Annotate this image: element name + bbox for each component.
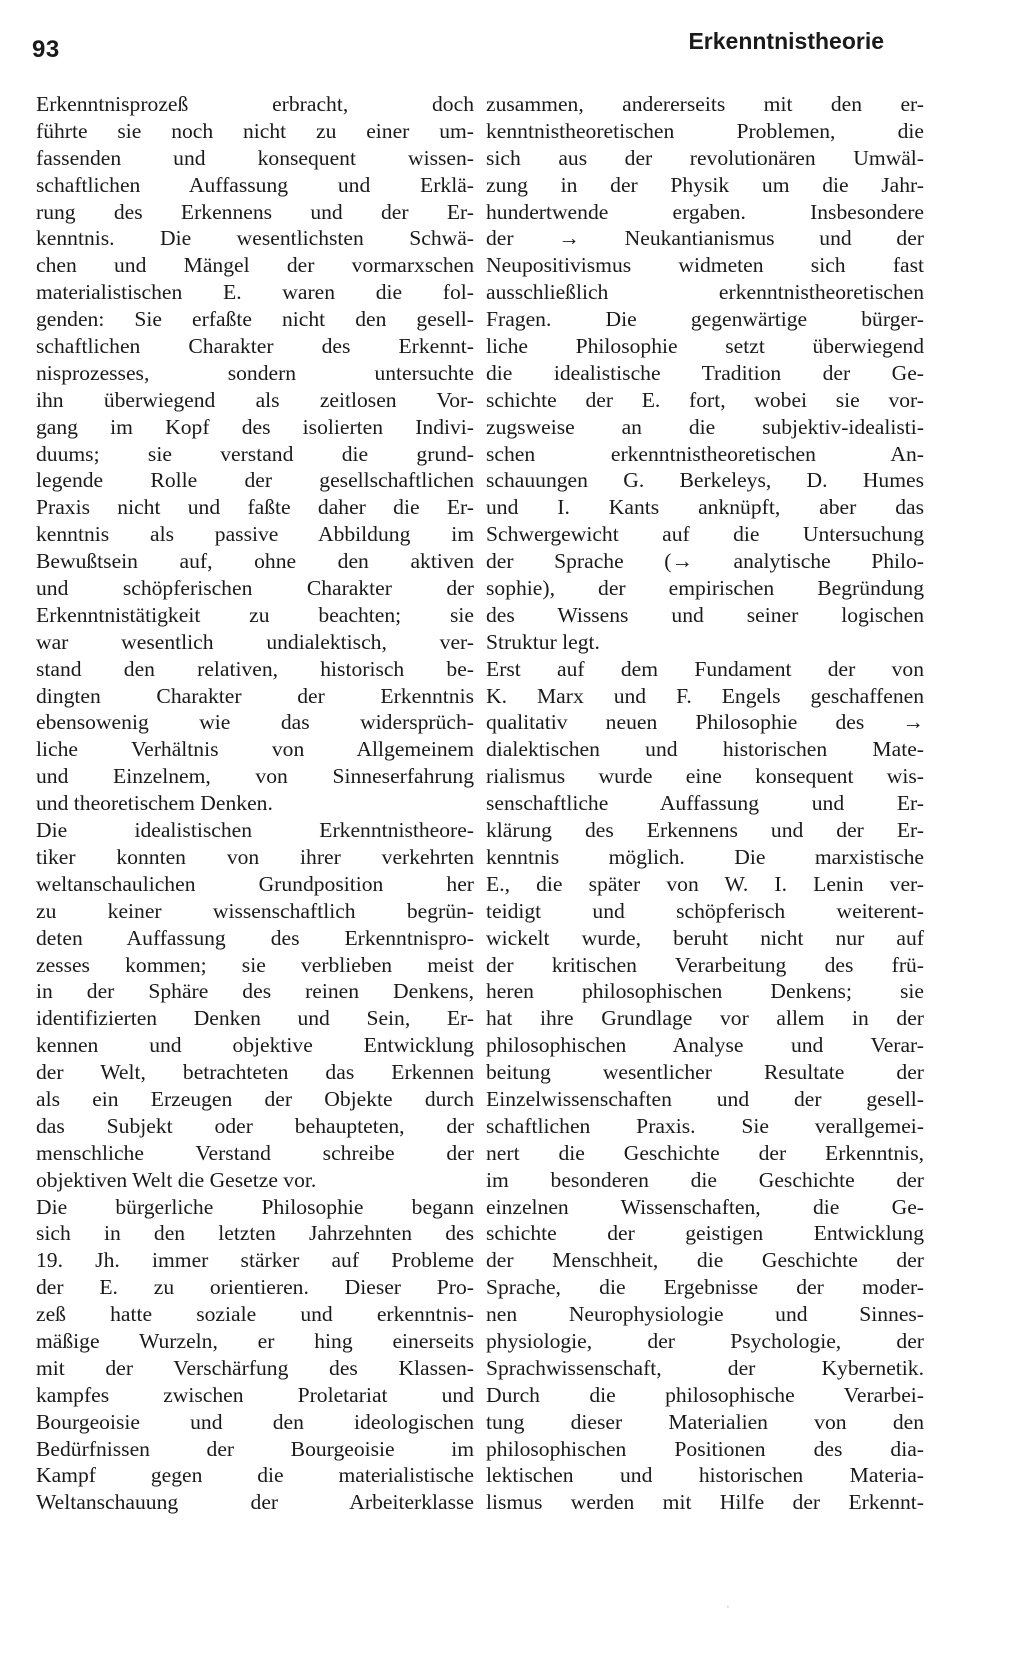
text-line: Sprache, die Ergebnisse der moder- [486, 1275, 924, 1300]
text-line: Fragen. Die gegenwärtige bürger- [486, 307, 924, 332]
right-column [486, 91, 924, 1516]
text-line: schauungen G. Berkeleys, D. Humes [486, 468, 924, 493]
text-line: Weltanschauung der Arbeiterklasse [36, 1490, 474, 1515]
text-line: menschliche Verstand schreibe der [36, 1140, 474, 1165]
text-line: hat ihre Grundlage vor allem in der [486, 1006, 924, 1031]
text-line: Schwergewicht auf die Untersuchung [486, 522, 924, 547]
text-line: heren philosophischen Denkens; sie [486, 979, 924, 1004]
text-line: im besonderen die Geschichte der [486, 1167, 924, 1192]
text-line: Die bürgerliche Philosophie begann [36, 1194, 474, 1219]
text-line: Erst auf dem Fundament der von [486, 656, 924, 681]
text-line: und I. Kants anknüpft, aber das [486, 495, 924, 520]
text-line: schaftlichen Charakter des Erkennt- [36, 334, 474, 359]
text-line: mäßige Wurzeln, er hing einerseits [36, 1328, 474, 1353]
text-line: identifizierten Denken und Sein, Er- [36, 1006, 474, 1031]
text-line: kampfes zwischen Proletariat und [36, 1382, 474, 1407]
text-line: dialektischen und historischen Mate- [486, 737, 924, 762]
text-line: zu keiner wissenschaftlich begrün- [36, 898, 474, 923]
text-line: schichte der E. fort, wobei sie vor- [486, 387, 924, 412]
text-line: des Wissens und seiner logischen [486, 602, 924, 627]
text-line: tiker konnten von ihrer verkehrten [36, 844, 474, 869]
page-number: 93 [32, 36, 60, 63]
text-line: schaftlichen Praxis. Sie verallgemei- [486, 1113, 924, 1138]
text-line: Struktur legt. [486, 629, 600, 654]
text-line: klärung des Erkennens und der Er- [486, 818, 924, 843]
text-line: kenntnis als passive Abbildung im [36, 522, 474, 547]
text-line: lismus werden mit Hilfe der Erkennt- [486, 1490, 924, 1515]
text-line: ebensowenig wie das widersprüch- [36, 710, 474, 735]
text-line: objektiven Welt die Gesetze vor. [36, 1167, 317, 1192]
text-line: Bewußtsein auf, ohne den aktiven [36, 549, 474, 574]
text-line: schen erkenntnistheoretischen An- [486, 441, 924, 466]
text-line: Bedürfnissen der Bourgeoisie im [36, 1436, 474, 1461]
text-line: der Welt, betrachteten das Erkennen [36, 1060, 474, 1085]
text-line: zung in der Physik um die Jahr- [486, 172, 924, 197]
text-line: Bourgeoisie und den ideologischen [36, 1409, 474, 1434]
text-line: wickelt wurde, beruht nicht nur auf [486, 925, 924, 950]
left-column [36, 91, 474, 1516]
text-line: hundertwende ergaben. Insbesondere [486, 199, 924, 224]
text-line: Sprachwissenschaft, der Kybernetik. [486, 1355, 924, 1380]
text-line: kenntnis möglich. Die marxistische [486, 844, 924, 869]
text-line: Erkenntnistätigkeit zu beachten; sie [36, 602, 474, 627]
text-line: ihn überwiegend als zeitlosen Vor- [36, 387, 474, 412]
text-line: und theoretischem Denken. [36, 791, 273, 816]
text-line: nert die Geschichte der Erkenntnis, [486, 1140, 924, 1165]
text-line: liche Philosophie setzt überwiegend [486, 334, 924, 359]
text-line: chen und Mängel der vormarxschen [36, 253, 474, 278]
text-line: schaftlichen Auffassung und Erklä- [36, 172, 474, 197]
text-line: philosophischen Positionen des dia- [486, 1436, 924, 1461]
text-line: qualitativ neuen Philosophie des → [486, 710, 924, 735]
text-line: der E. zu orientieren. Dieser Pro- [36, 1275, 474, 1300]
text-line: deten Auffassung des Erkenntnispro- [36, 925, 474, 950]
text-line: zugsweise an die subjektiv-idealisti- [486, 414, 924, 439]
text-line: zesses kommen; sie verblieben meist [36, 952, 474, 977]
text-line: Durch die philosophische Verarbei- [486, 1382, 924, 1407]
text-line: ausschließlich erkenntnistheoretischen [486, 280, 924, 305]
text-line: Praxis nicht und faßte daher die Er- [36, 495, 474, 520]
text-line: nen Neurophysiologie und Sinnes- [486, 1302, 924, 1327]
text-line: sich aus der revolutionären Umwäl- [486, 145, 924, 170]
text-line: war wesentlich undialektisch, ver- [36, 629, 474, 654]
text-line: Erkenntnisprozeß erbracht, doch [36, 92, 474, 116]
text-line: kennen und objektive Entwicklung [36, 1033, 474, 1058]
text-line: und Einzelnem, von Sinneserfahrung [36, 764, 474, 789]
text-line: in der Sphäre des reinen Denkens, [36, 979, 474, 1004]
text-line: Die idealistischen Erkenntnistheore- [36, 818, 474, 843]
text-line: der → Neukantianismus und der [486, 226, 924, 251]
text-line: E., die später von W. I. Lenin ver- [486, 871, 924, 896]
text-line: duums; sie verstand die grund- [36, 441, 474, 466]
text-line: beitung wesentlicher Resultate der [486, 1060, 924, 1085]
text-line: senschaftliche Auffassung und Er- [486, 791, 924, 816]
text-line: nisprozesses, sondern untersuchte [36, 360, 474, 385]
text-line: liche Verhältnis von Allgemeinem [36, 737, 474, 762]
text-line: kenntnis. Die wesentlichsten Schwä- [36, 226, 474, 251]
text-line: führte sie noch nicht zu einer um- [36, 118, 474, 143]
text-line: zeß hatte soziale und erkenntnis- [36, 1302, 474, 1327]
text-line: als ein Erzeugen der Objekte durch [36, 1086, 474, 1111]
text-line: lektischen und historischen Materia- [486, 1463, 924, 1488]
text-line: materialistischen E. waren die fol- [36, 280, 474, 305]
text-line: das Subjekt oder behaupteten, der [36, 1113, 474, 1138]
text-line: K. Marx und F. Engels geschaffenen [486, 683, 924, 708]
text-line: mit der Verschärfung des Klassen- [36, 1355, 474, 1380]
text-line: teidigt und schöpferisch weiterent- [486, 898, 924, 923]
text-line: zusammen, andererseits mit den er- [486, 92, 924, 116]
text-line: die idealistische Tradition der Ge- [486, 360, 924, 385]
scan-speck: · [726, 1600, 730, 1614]
text-line: rung des Erkennens und der Er- [36, 199, 474, 224]
text-line: der Menschheit, die Geschichte der [486, 1248, 924, 1273]
text-line: fassenden und konsequent wissen- [36, 145, 474, 170]
text-line: Neupositivismus widmeten sich fast [486, 253, 924, 278]
text-line: legende Rolle der gesellschaftlichen [36, 468, 474, 493]
text-line: und schöpferischen Charakter der [36, 576, 474, 601]
running-head: Erkenntnistheorie [688, 28, 884, 54]
text-line: 19. Jh. immer stärker auf Probleme [36, 1248, 474, 1273]
text-line: physiologie, der Psychologie, der [486, 1328, 924, 1353]
text-line: rialismus wurde eine konsequent wis- [486, 764, 924, 789]
text-line: Einzelwissenschaften und der gesell- [486, 1086, 924, 1111]
text-line: sich in den letzten Jahrzehnten des [36, 1221, 474, 1246]
text-line: dingten Charakter der Erkenntnis [36, 683, 474, 708]
text-line: philosophischen Analyse und Verar- [486, 1033, 924, 1058]
text-line: Kampf gegen die materialistische [36, 1463, 474, 1488]
text-line: weltanschaulichen Grundposition her [36, 871, 474, 896]
text-line: einzelnen Wissenschaften, die Ge- [486, 1194, 924, 1219]
text-line: kenntnistheoretischen Problemen, die [486, 118, 924, 143]
text-line: schichte der geistigen Entwicklung [486, 1221, 924, 1246]
text-line: gang im Kopf des isolierten Indivi- [36, 414, 474, 439]
text-line: tung dieser Materialien von den [486, 1409, 924, 1434]
text-line: sophie), der empirischen Begründung [486, 576, 924, 601]
text-line: stand den relativen, historisch be- [36, 656, 474, 681]
text-line: der Sprache (→ analytische Philo- [486, 549, 924, 574]
text-line: der kritischen Verarbeitung des frü- [486, 952, 924, 977]
text-line: genden: Sie erfaßte nicht den gesell- [36, 307, 474, 332]
